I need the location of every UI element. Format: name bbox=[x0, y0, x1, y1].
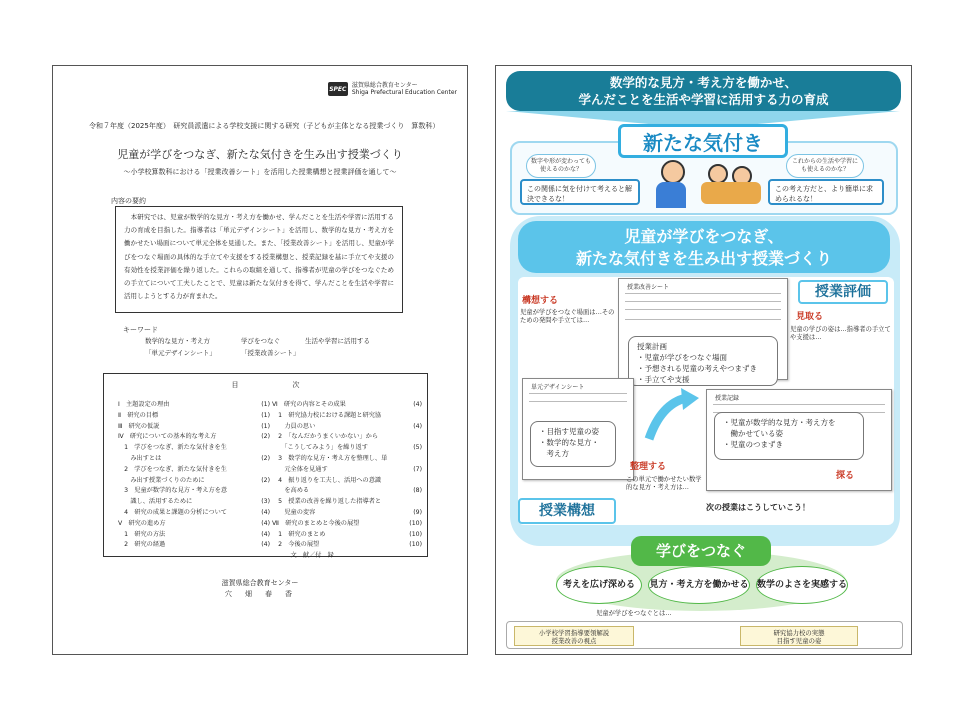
toc-entry-page: (4) bbox=[261, 508, 270, 516]
basis-tag-left-line-2: 授業改善の視点 bbox=[551, 637, 597, 645]
toc-entry-page: (10) bbox=[409, 530, 422, 538]
student-speech-right: この考え方だと、より簡単に求められるな！ bbox=[768, 179, 884, 205]
organize-label: 整理する bbox=[630, 462, 667, 472]
toc-entry-title: 1 研究の方法 bbox=[118, 530, 166, 538]
center-logo bbox=[328, 82, 457, 96]
toc-entry bbox=[118, 422, 270, 433]
basis-tag-left bbox=[514, 626, 634, 646]
toc-entry bbox=[272, 530, 422, 541]
toc-entry-page: (4) bbox=[261, 530, 270, 538]
toc-entry-title: み出すとは bbox=[118, 454, 162, 462]
connect-learning-title: 学びをつなぐ bbox=[631, 536, 771, 566]
curved-arrow-icon bbox=[641, 384, 701, 444]
toc-entry bbox=[118, 476, 270, 487]
plan-note: 児童が学びをつなぐ場面は…そのための発問や手立ては… bbox=[520, 309, 615, 324]
keyword-label: キーワード bbox=[123, 326, 158, 334]
summary-text: 本研究では、児童が数学的な見方・考え方を働かせ、学んだことを生活や学習に活用する力の育成を目指した。指導者は「単元デザインシート」を活用し、数学的な見方・考え方を働かせたい場面について単元全体を見通した。また、「授業改善シート」を活用し、児童が学びをつなぐ場面の具体的な手立てや支援をする授業構想と、授業記録を基に手立てや支援の有効性を授業評価を繰り返した。これらの取組を通して、指導者が児童の学びをつなぐための手立てについて工夫したことで、児童は新たな気付きを得て、学んだことを生活や学習に活用しようとする力が育まれた。 bbox=[115, 206, 403, 313]
lesson-cycle-title-line-1: 児童が学びをつなぎ、 bbox=[624, 227, 784, 246]
basis-tag-right-line-1: 研究協力校の実態 bbox=[773, 629, 825, 637]
toc-entry bbox=[272, 422, 422, 433]
lesson-record-item: ・児童が数学的な見方・考え方を bbox=[723, 418, 836, 427]
toc-entry-page: (10) bbox=[409, 541, 422, 549]
toc-column-right bbox=[272, 400, 422, 562]
toc-entry-page: (2) bbox=[261, 433, 270, 441]
toc-entry-page: (9) bbox=[413, 508, 422, 516]
toc-heading: 目次 bbox=[231, 381, 354, 389]
toc-entry bbox=[118, 465, 270, 476]
toc-entry-page: (4) bbox=[413, 422, 422, 430]
goal-line-2: 学んだことを生活や学習に活用する力の育成 bbox=[578, 92, 829, 107]
unit-goal-item: ・数学的な見方・ bbox=[539, 438, 599, 447]
toc-entry-title: 1 研究協力校における課題と研究協 bbox=[272, 411, 382, 419]
toc-entry-title: 1 学びをつなぎ、新たな気付きを生 bbox=[118, 444, 227, 452]
toc-entry bbox=[118, 508, 270, 519]
lesson-design-label: 授業構想 bbox=[518, 498, 616, 524]
basis-tag-left-line-1: 小学校学習指導要領解説 bbox=[538, 629, 610, 637]
toc-entry-title: Ⅳ 研究についての基本的な考え方 bbox=[118, 433, 217, 441]
toc-entry-title: Ⅵ 研究の内容とその成果 bbox=[272, 401, 346, 408]
toc-entry bbox=[272, 476, 422, 487]
toc-entry-title: 「こうしてみよう」を繰り返す bbox=[272, 444, 368, 452]
toc-entry bbox=[118, 400, 270, 411]
toc-entry bbox=[272, 400, 422, 411]
lesson-cycle-title bbox=[518, 221, 890, 273]
toc-entry-title: 2 「なんだかうまくいかない」から bbox=[272, 433, 379, 441]
toc-entry bbox=[118, 486, 270, 497]
toc-entry bbox=[118, 411, 270, 422]
plan-label: 構想する bbox=[522, 296, 559, 306]
report-title: 児童が学びをつなぎ、新たな気付きを生み出す授業づくり bbox=[117, 148, 403, 161]
toc-entry bbox=[272, 411, 422, 422]
explore-label: 探る bbox=[836, 471, 855, 481]
toc-entry-title: 4 振り返りを工夫し、活用への意識 bbox=[272, 476, 382, 484]
toc-entry-page: (4) bbox=[261, 519, 270, 527]
keyword-item: 生活や学習に活用する bbox=[305, 337, 370, 345]
lesson-cycle-title-line-2: 新たな気付きを生み出す授業づくり bbox=[575, 249, 832, 268]
report-header: 令和７年度（2025年度） 研究員派遣による学校支援に関する研究（子どもが主体となる授業づくり 算数科） bbox=[89, 122, 440, 130]
lesson-plan-box bbox=[628, 336, 778, 386]
thought-bubble-right: これからの生活や学習にも使えるのかな？ bbox=[786, 154, 864, 178]
outcome-oval: 数学のよさを実感する bbox=[756, 566, 848, 604]
toc-entry-title: 4 研究の成果と課題の分析について bbox=[118, 508, 227, 516]
toc-entry-page: (1) bbox=[261, 411, 270, 419]
outcome-oval: 考えを広げ深める bbox=[556, 566, 642, 604]
goal-banner bbox=[506, 71, 901, 111]
toc-entry-page: (10) bbox=[409, 519, 422, 527]
student-speech-left: この関係に気を付けて考えると解決できるな！ bbox=[520, 179, 640, 205]
toc-entry bbox=[118, 443, 270, 454]
toc-entry-page: (1) bbox=[261, 401, 270, 408]
toc-entry-title: 3 児童が数学的な見方・考え方を意 bbox=[118, 487, 228, 495]
toc-entry-title: 1 研究のまとめ bbox=[272, 530, 326, 538]
outcome-oval: 見方・考え方を働かせる bbox=[648, 566, 750, 604]
unit-goals-box bbox=[530, 421, 616, 467]
lesson-plan-item: ・児童が学びをつなぐ場面 bbox=[637, 353, 727, 362]
thought-bubble-left: 数字や形が変わっても使えるのかな？ bbox=[526, 154, 596, 178]
keyword-item: 数学的な見方・考え方 bbox=[145, 337, 210, 345]
lesson-plan-item: ・予想される児童の考えやつまずき bbox=[637, 364, 757, 373]
toc-entry bbox=[118, 454, 270, 465]
toc-entry-title: Ⅲ 研究の仮説 bbox=[118, 422, 160, 430]
student-illustration bbox=[708, 164, 728, 184]
toc-entry-title: 2 研究の経過 bbox=[118, 541, 166, 549]
logo-org-name: 滋賀県総合教育センター bbox=[351, 82, 418, 89]
lesson-plan-title: 授業計画 bbox=[637, 342, 667, 351]
toc-entry-page: (1) bbox=[261, 422, 270, 430]
toc-entry-title: 力員の思い bbox=[272, 422, 316, 430]
toc-entry-title: 2 今後の展望 bbox=[272, 541, 320, 549]
lesson-evaluation-label: 授業評価 bbox=[798, 280, 888, 304]
observe-note: 児童の学びの姿は…指導者の手立てや支援は… bbox=[790, 326, 891, 341]
unit-goal-item: 考え方 bbox=[539, 449, 569, 458]
logo-mark-icon: SPEC bbox=[328, 82, 348, 96]
toc-entry-page: (4) bbox=[261, 541, 270, 549]
toc-entry bbox=[118, 530, 270, 541]
lesson-record-box bbox=[714, 412, 864, 460]
keyword-item: 「単元デザインシート」 bbox=[145, 349, 216, 357]
report-cover-page bbox=[52, 65, 468, 655]
basis-tag-right bbox=[740, 626, 858, 646]
toc-entry bbox=[272, 443, 422, 454]
toc-entry-page: (4) bbox=[413, 401, 422, 408]
toc-entry bbox=[118, 540, 270, 551]
report-subtitle: ～小学校算数科における「授業改善シート」を活用した授業構想と授業評価を通して～ bbox=[123, 168, 397, 176]
student-illustration bbox=[656, 182, 686, 208]
keyword-item: 学びをつなぐ bbox=[241, 337, 280, 345]
unit-design-sheet-title: 単元デザインシート bbox=[531, 384, 585, 391]
keyword-item: 「授業改善シート」 bbox=[241, 349, 300, 357]
toc-entry-title: Ⅶ 研究のまとめと今後の展望 bbox=[272, 519, 360, 527]
connect-note: 児童が学びをつなぐとは… bbox=[596, 610, 672, 617]
logo-org-name-en: Shiga Prefectural Education Center bbox=[351, 89, 457, 96]
toc-entry bbox=[272, 454, 422, 465]
toc-entry bbox=[118, 432, 270, 443]
toc-entry-page: (8) bbox=[413, 487, 422, 495]
next-lesson-note: 次の授業はこうしていこう！ bbox=[706, 503, 810, 512]
toc-entry-title: Ⅴ 研究の進め方 bbox=[118, 519, 166, 527]
toc-entry-page: (5) bbox=[413, 444, 422, 452]
goal-line-1: 数学的な見方・考え方を働かせ、 bbox=[609, 75, 798, 90]
toc-entry-page: (2) bbox=[261, 454, 270, 462]
toc-entry-page: (7) bbox=[413, 465, 422, 473]
author-name: 穴 畑 春 香 bbox=[225, 590, 295, 598]
toc-entry-title: 文 献／付 録 bbox=[272, 552, 334, 560]
overview-diagram-page bbox=[495, 65, 912, 655]
toc-entry-title: 児童の変容 bbox=[272, 508, 316, 516]
toc-entry-title: 5 授業の改善を繰り返した指導者と bbox=[272, 498, 382, 506]
basis-tag-right-line-2: 目指す児童の姿 bbox=[776, 637, 822, 645]
organization-name: 滋賀県総合教育センター bbox=[221, 579, 299, 587]
toc-entry bbox=[272, 497, 422, 508]
toc-entry-page: (2) bbox=[261, 476, 270, 484]
toc-entry bbox=[272, 540, 422, 551]
toc-entry bbox=[118, 497, 270, 508]
lesson-record-sheet-title: 授業記録 bbox=[715, 395, 740, 402]
lesson-plan-item: ・手立てや支援 bbox=[637, 375, 690, 384]
summary-label: 内容の要約 bbox=[111, 197, 146, 205]
table-of-contents bbox=[103, 373, 428, 560]
new-awareness-title: 新たな気付き bbox=[618, 124, 788, 158]
toc-entry bbox=[272, 432, 422, 443]
sheet-title: 授業改善シート bbox=[627, 284, 670, 291]
toc-entry-page: (3) bbox=[261, 498, 270, 506]
toc-entry-title: み出す授業づくりのために bbox=[118, 476, 205, 484]
lesson-record-item: ・児童のつまずき bbox=[723, 440, 783, 449]
toc-entry bbox=[118, 519, 270, 530]
toc-entry bbox=[272, 508, 422, 519]
toc-entry-title: 3 数学的な見方・考え方を整理し、単 bbox=[272, 454, 388, 462]
toc-entry-title: Ⅱ 研究の目標 bbox=[118, 411, 159, 419]
toc-entry bbox=[272, 486, 422, 497]
toc-entry bbox=[272, 551, 422, 562]
organize-note: この単元で働かせたい数学的な見方・考え方は… bbox=[626, 476, 702, 491]
toc-entry-title: 識し、活用するために bbox=[118, 498, 193, 506]
students-group-illustration bbox=[701, 182, 761, 204]
unit-goal-item: ・目指す児童の姿 bbox=[539, 427, 599, 436]
toc-entry-title: 2 学びをつなぎ、新たな気付きを生 bbox=[118, 465, 227, 473]
lesson-record-item: 働かせている姿 bbox=[723, 429, 783, 438]
toc-entry-title: 元全体を見通す bbox=[272, 465, 328, 473]
toc-column-left bbox=[118, 400, 270, 551]
toc-entry-title: を高める bbox=[272, 487, 310, 495]
student-illustration bbox=[661, 160, 685, 184]
toc-entry-title: Ⅰ 主題設定の理由 bbox=[118, 401, 170, 408]
observe-label: 見取る bbox=[796, 312, 824, 322]
toc-entry bbox=[272, 465, 422, 476]
toc-entry bbox=[272, 519, 422, 530]
